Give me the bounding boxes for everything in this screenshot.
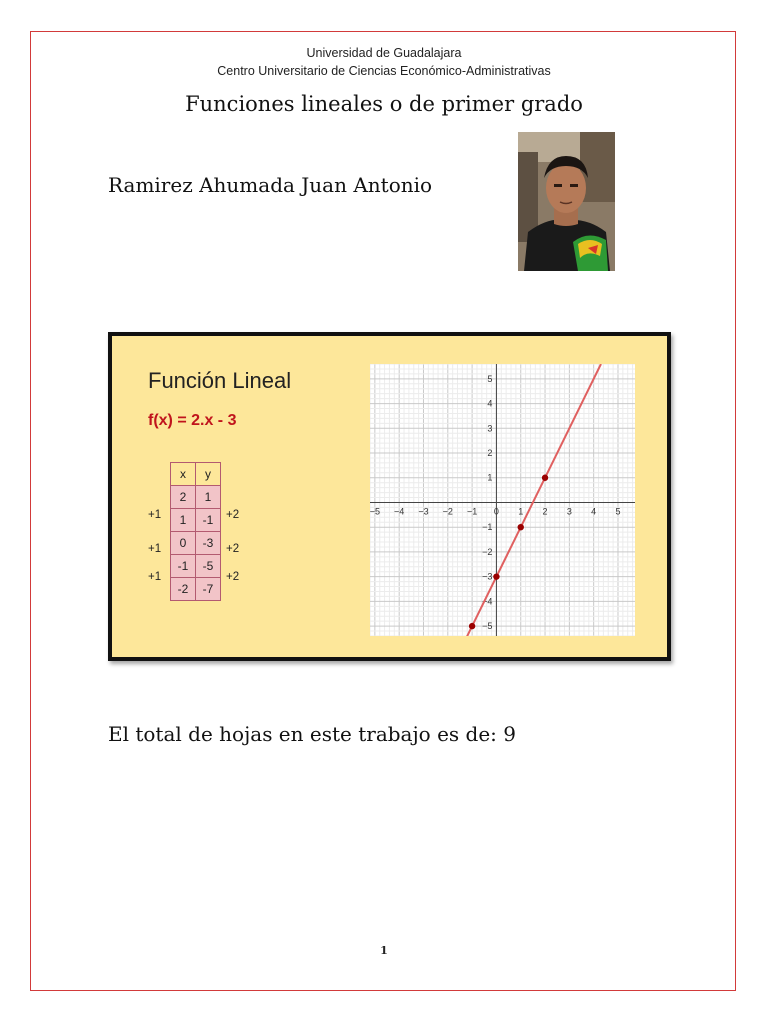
table-cell: -3: [196, 532, 221, 555]
x-increment: +1: [148, 571, 162, 583]
column-header-y: y: [196, 463, 221, 486]
document-title: Funciones lineales o de primer grado: [185, 92, 583, 116]
data-point: [469, 623, 475, 629]
y-increment: +2: [226, 543, 240, 555]
table-cell: -1: [171, 555, 196, 578]
table-row: [171, 578, 221, 601]
y-increment: +2: [226, 571, 240, 583]
x-tick-label: 1: [518, 506, 524, 517]
y-tick-label: −3: [482, 571, 493, 582]
table-row: [171, 555, 221, 578]
linear-function-slide: [108, 332, 671, 661]
values-table-header: [171, 463, 221, 486]
table-row: [171, 509, 221, 532]
table-row: [171, 486, 221, 509]
slide-title: Función Lineal: [148, 368, 292, 393]
y-tick-label: 2: [487, 448, 493, 459]
y-tick-label: 4: [487, 398, 493, 409]
university-name: Universidad de Guadalajara: [306, 46, 462, 60]
x-tick-label: 4: [591, 506, 597, 517]
graph-background: [370, 364, 635, 636]
table-cell: -2: [171, 578, 196, 601]
y-tick-label: 5: [487, 373, 493, 384]
author-name: Ramirez Ahumada Juan Antonio: [108, 173, 433, 197]
function-formula: f(x) = 2.x - 3: [148, 412, 237, 429]
function-graph: [370, 364, 635, 636]
y-tick-label: −4: [482, 596, 493, 607]
y-tick-label: 1: [487, 472, 493, 483]
table-cell: -7: [196, 578, 221, 601]
x-increment: +1: [148, 509, 162, 521]
table-cell: 0: [171, 532, 196, 555]
data-point: [518, 524, 524, 530]
x-tick-label: −2: [442, 506, 453, 517]
table-cell: -5: [196, 555, 221, 578]
author-photo-image: [518, 132, 615, 271]
column-header-x: x: [171, 463, 196, 486]
page-number: 1: [380, 944, 388, 957]
table-cell: 2: [171, 486, 196, 509]
y-tick-label: 3: [487, 423, 493, 434]
author-photo: [518, 132, 615, 271]
y-tick-label: −1: [482, 522, 493, 533]
x-tick-label: −1: [466, 506, 478, 517]
table-cell: 1: [196, 486, 221, 509]
data-point: [542, 475, 548, 481]
total-pages-text: El total de hojas en este trabajo es de: 9: [108, 722, 516, 746]
table-cell: 1: [171, 509, 196, 532]
x-tick-label: −4: [394, 506, 405, 517]
y-increment: +2: [226, 509, 240, 521]
y-tick-label: −2: [482, 546, 493, 557]
table-cell: -1: [196, 509, 221, 532]
x-tick-label: 5: [615, 506, 621, 517]
x-tick-label: 2: [542, 506, 548, 517]
x-increment: +1: [148, 543, 162, 555]
values-table: [170, 462, 221, 601]
x-tick-label: 3: [566, 506, 572, 517]
data-point: [493, 573, 499, 579]
y-tick-label: −5: [482, 621, 493, 632]
x-tick-label: −3: [418, 506, 429, 517]
x-tick-label: 0: [493, 506, 499, 517]
table-row: [171, 532, 221, 555]
x-tick-label: −5: [370, 506, 380, 517]
center-name: Centro Universitario de Ciencias Económico-Administrativas: [217, 64, 551, 78]
